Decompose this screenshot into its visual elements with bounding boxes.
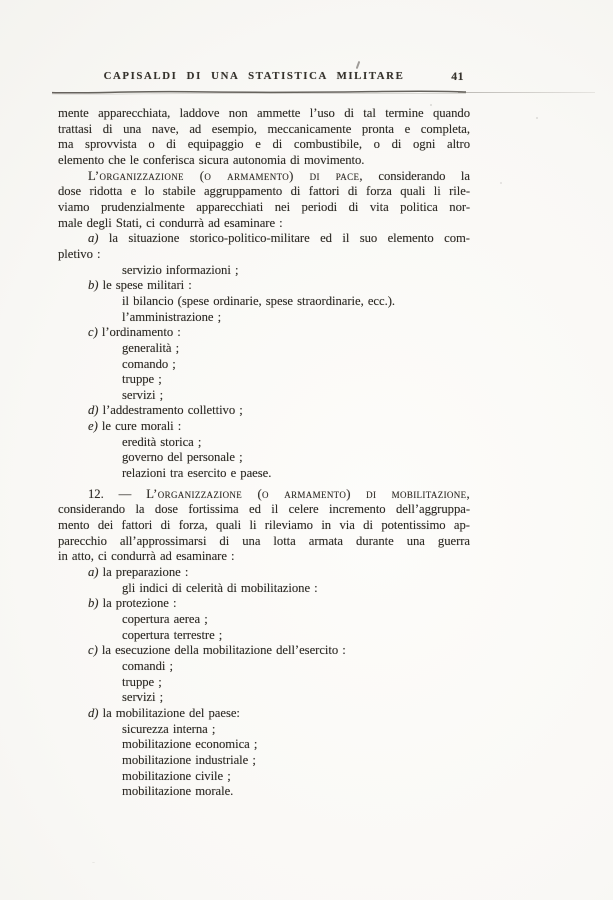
- text-run: la esecuzione della mobilitazione dell’esercito :: [97, 643, 346, 658]
- text-line: [58, 263, 470, 279]
- text-line: [58, 200, 470, 216]
- text-line: [58, 106, 470, 122]
- smallcaps-run: L’organizzazione (o armamento) di pace,: [88, 168, 363, 183]
- text-run: considerando la dose fortissima ed il celere incremento dell’aggruppa-: [58, 502, 470, 517]
- text-line: [58, 325, 470, 341]
- text-run: sicurezza interna ;: [122, 721, 216, 736]
- text-run: servizi ;: [122, 690, 164, 705]
- list-item-label: c): [88, 643, 98, 658]
- text-run: considerando la: [362, 168, 470, 183]
- text-run: gli indici di celerità di mobilitazione :: [122, 580, 318, 595]
- scan-speck: [536, 117, 538, 119]
- text-line: [58, 518, 470, 534]
- text-line: [58, 737, 470, 753]
- text-line: [58, 278, 470, 294]
- text-line: [58, 247, 470, 263]
- text-line: [58, 722, 470, 738]
- text-run: viamo prudenzialmente apparecchiati nei periodi di vita politica nor-: [58, 199, 470, 214]
- text-run: l’ordinamento :: [97, 325, 181, 340]
- text-run: ma sprovvista o di equipaggio e di combustibile, o di ogni altro: [58, 137, 470, 152]
- list-item-label: a): [88, 565, 99, 580]
- list-item-label: b): [88, 596, 99, 611]
- text-run: mobilitazione civile ;: [122, 768, 231, 783]
- text-run: mente apparecchiata, laddove non ammette l’uso di tal termine quando: [58, 106, 470, 120]
- text-line: [58, 487, 470, 503]
- scan-speck: [92, 862, 95, 863]
- text-line: [58, 388, 470, 404]
- text-line: [58, 596, 470, 612]
- list-item-label: d): [88, 403, 99, 418]
- text-run: truppe ;: [122, 674, 162, 689]
- text-line: [58, 628, 470, 644]
- running-head-title: CAPISALDI DI UNA STATISTICA MILITARE: [103, 70, 405, 82]
- list-item-label: a): [88, 231, 99, 246]
- text-line: [58, 466, 470, 482]
- text-run: pletivo :: [58, 246, 101, 261]
- text-line: [58, 372, 470, 388]
- text-line: [58, 435, 470, 451]
- list-item-label: c): [88, 325, 98, 340]
- text-run: eredità storica ;: [122, 434, 202, 449]
- text-run: truppe ;: [122, 372, 162, 387]
- text-run: servizio informazioni ;: [122, 262, 239, 277]
- text-run: elemento che le conferisca sicura autonomia di movimento.: [58, 152, 365, 167]
- text-line: [58, 769, 470, 785]
- text-line: [58, 231, 470, 247]
- text-run: l’addestramento collettivo ;: [98, 403, 243, 418]
- text-run: le spese militari :: [98, 278, 192, 293]
- header-rule-extension: [458, 92, 595, 93]
- text-run: la situazione storico-politico-militare ed il suo elemento com-: [98, 231, 470, 246]
- text-line: [58, 450, 470, 466]
- text-run: servizi ;: [122, 387, 164, 402]
- text-run: governo del personale ;: [122, 450, 243, 465]
- text-run: comando ;: [122, 356, 176, 371]
- text-run: in atto, ci condurrà ad esaminare :: [58, 549, 235, 564]
- text-run: generalità ;: [122, 340, 180, 355]
- text-line: [58, 310, 470, 326]
- text-run: mobilitazione economica ;: [122, 737, 258, 752]
- text-run: male degli Stati, ci condurrà ad esaminare :: [58, 215, 283, 230]
- text-line: [58, 502, 470, 518]
- list-item-label: d): [88, 705, 99, 720]
- text-run: mobilitazione morale.: [122, 784, 234, 799]
- text-line: [58, 612, 470, 628]
- page-number: 41: [451, 69, 464, 83]
- text-line: [58, 706, 470, 722]
- text-column: [58, 106, 470, 800]
- text-run: dose ridotta e lo stabile aggruppamento di fattori di forza quali li rile-: [58, 184, 470, 199]
- text-run: mento dei fattori di forza, quali li rileviamo in via di potentissimo ap-: [58, 518, 470, 533]
- text-run: la preparazione :: [98, 565, 189, 580]
- text-line: [58, 549, 470, 565]
- text-line: [58, 169, 470, 185]
- text-run: comandi ;: [122, 658, 173, 673]
- text-line: [58, 184, 470, 200]
- text-line: [58, 534, 470, 550]
- scan-speck: [430, 104, 432, 106]
- text-line: [58, 565, 470, 581]
- text-line: [58, 643, 470, 659]
- text-line: [58, 581, 470, 597]
- text-run: l’amministrazione ;: [122, 309, 222, 324]
- text-run: la protezione :: [98, 596, 177, 611]
- text-line: [58, 419, 470, 435]
- text-run: copertura terrestre ;: [122, 627, 223, 642]
- text-line: [58, 341, 470, 357]
- text-run: 12. —: [88, 486, 147, 501]
- text-line: [58, 403, 470, 419]
- scan-speck: [500, 182, 502, 184]
- text-run: il bilancio (spese ordinarie, spese straordinarie, ecc.).: [122, 293, 396, 308]
- text-line: [58, 357, 470, 373]
- text-line: [58, 137, 470, 153]
- text-line: [58, 690, 470, 706]
- text-line: [58, 784, 470, 800]
- text-line: [58, 122, 470, 138]
- list-item-label: b): [88, 278, 99, 293]
- text-run: copertura aerea ;: [122, 612, 208, 626]
- scan-artifact: [356, 61, 361, 69]
- text-run: parecchio all’approssimarsi di una lotta armata durante una guerra: [58, 533, 470, 548]
- text-line: [58, 675, 470, 691]
- smallcaps-run: L’organizzazione (o armamento) di mobilitazione,: [146, 486, 470, 501]
- list-item-label: e): [88, 419, 98, 434]
- text-line: [58, 216, 470, 232]
- header-rule: [50, 88, 468, 96]
- text-run: le cure morali :: [97, 419, 182, 434]
- text-line: [58, 753, 470, 769]
- text-run: la mobilitazione del paese:: [98, 705, 240, 720]
- text-run: trattasi di una nave, ad esempio, meccanicamente pronta e completa,: [58, 121, 470, 136]
- text-run: relazioni tra esercito e paese.: [122, 466, 272, 481]
- text-line: [58, 153, 470, 169]
- text-line: [58, 294, 470, 310]
- text-line: [58, 659, 470, 675]
- text-run: mobilitazione industriale ;: [122, 752, 256, 767]
